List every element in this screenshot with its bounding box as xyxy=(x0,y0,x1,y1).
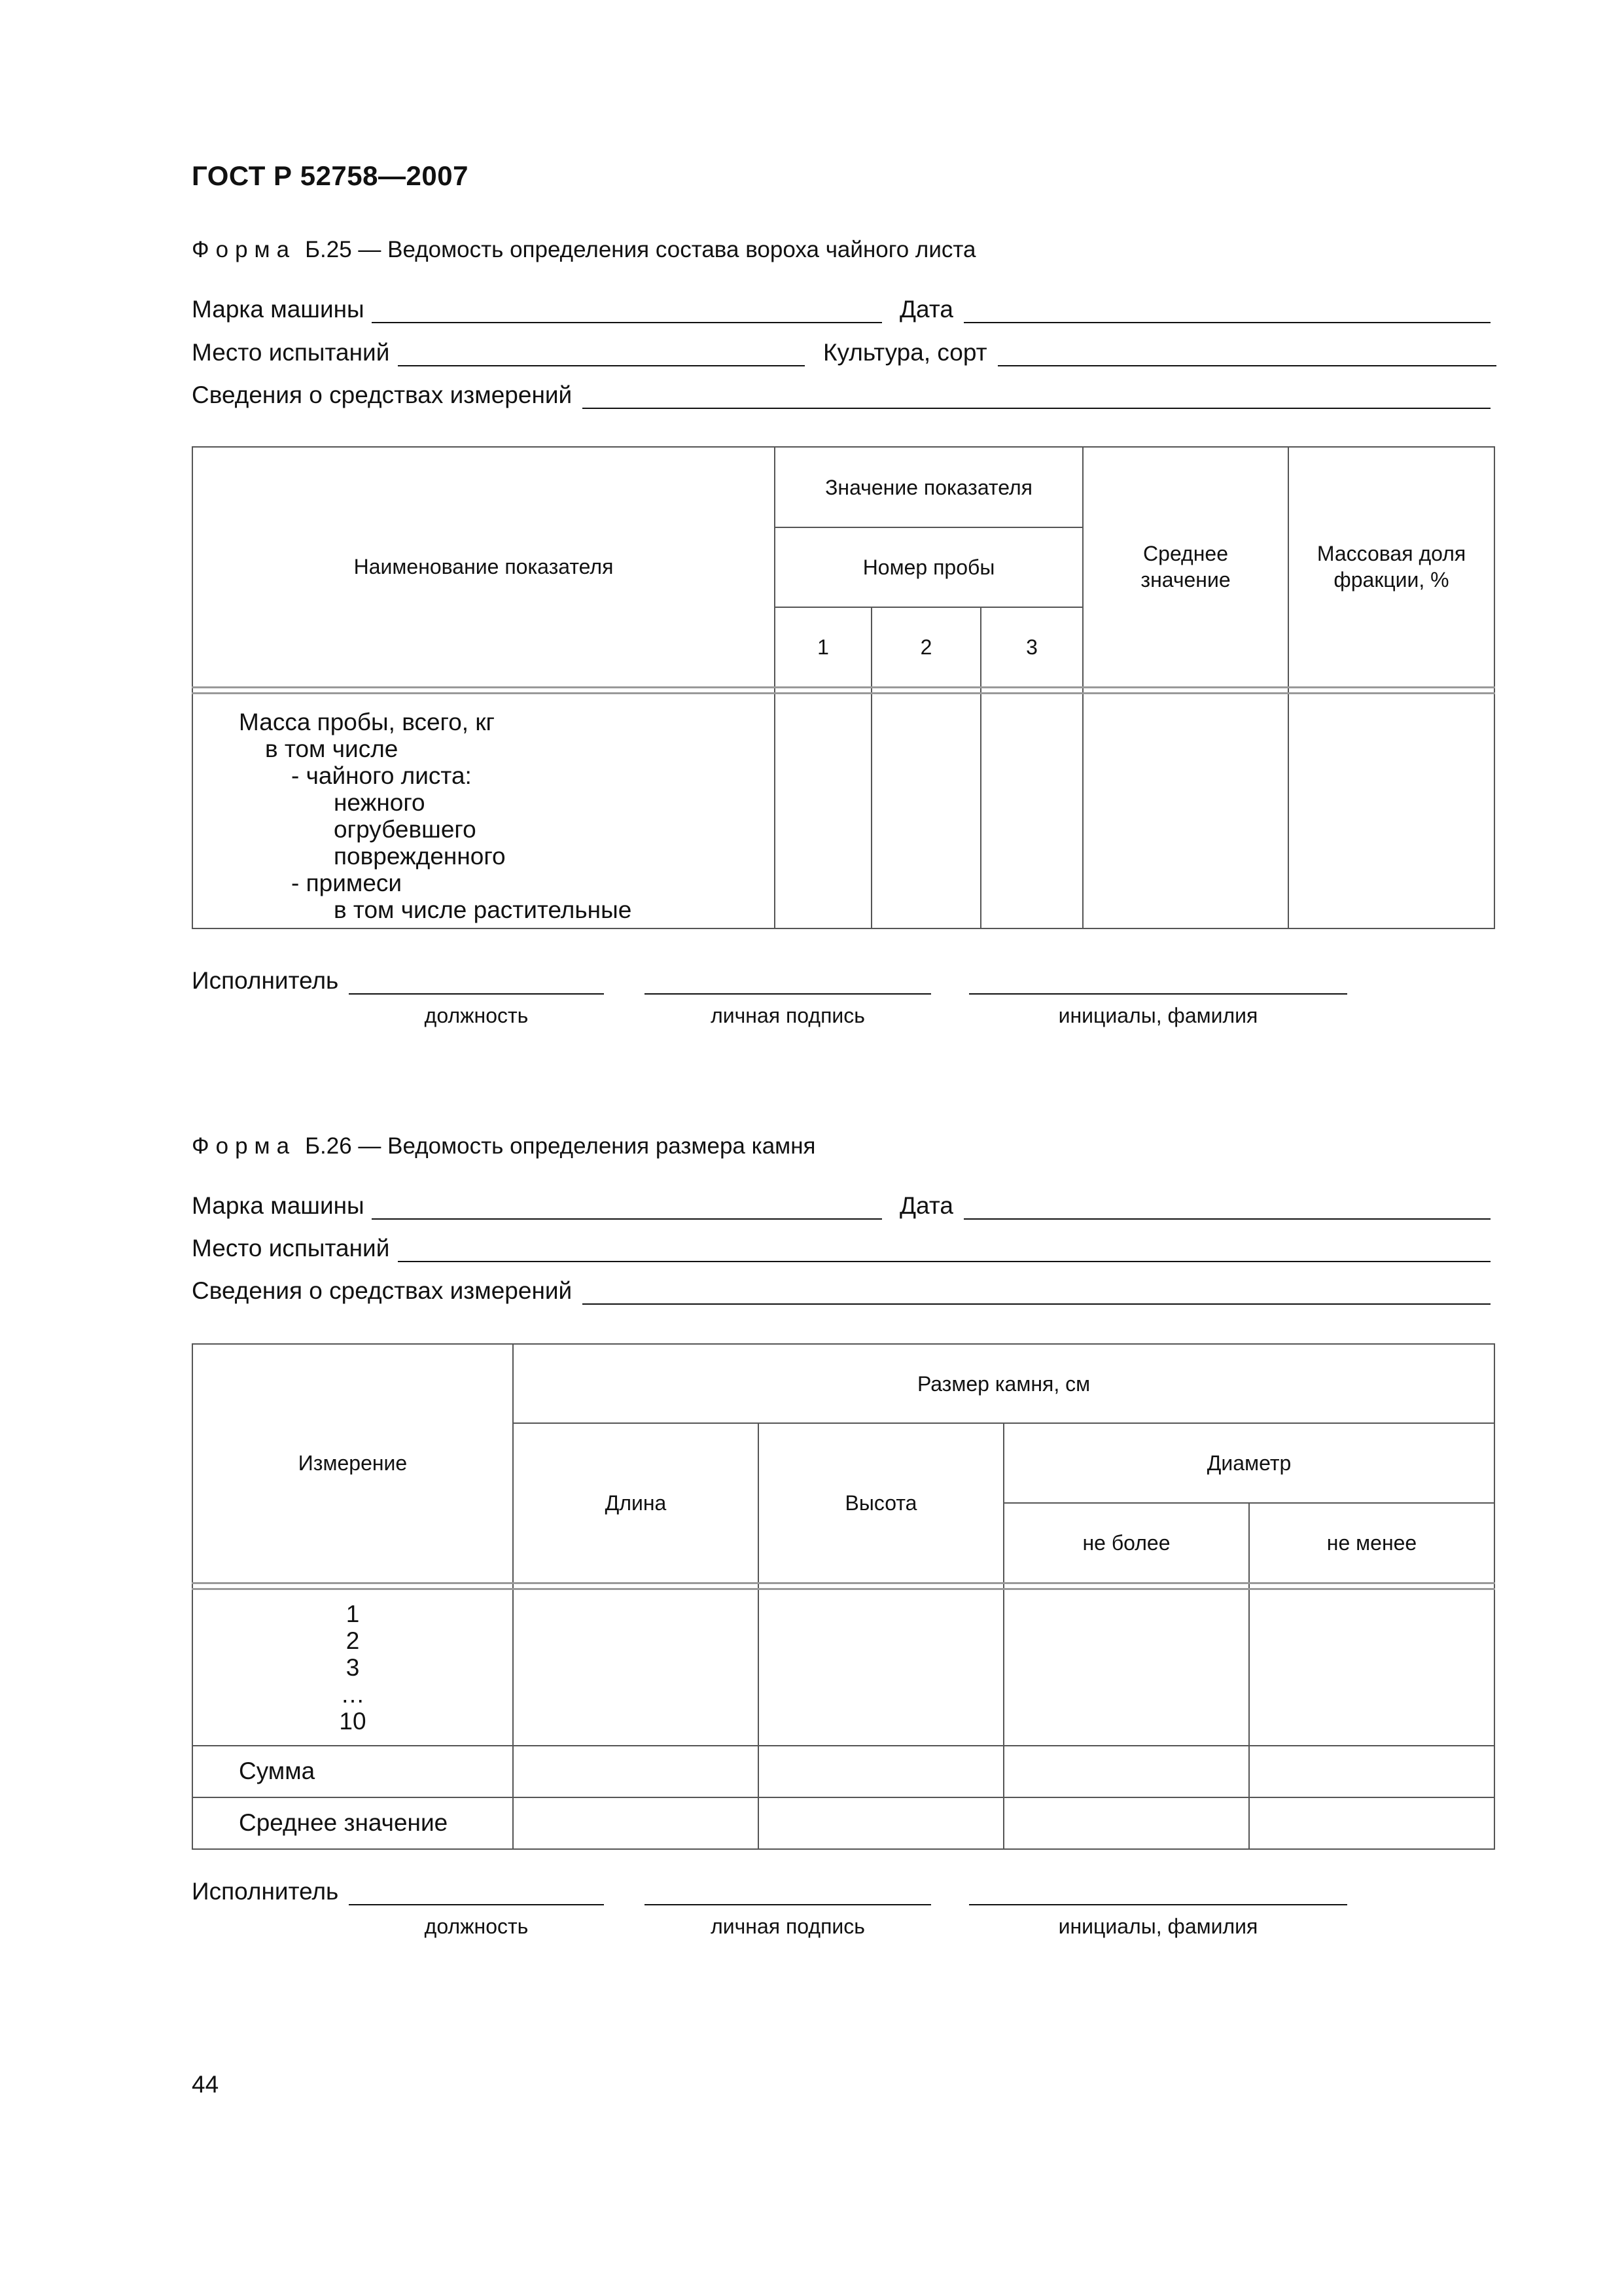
measure-number-list xyxy=(193,1600,512,1735)
instruments-label: Сведения о средствах измерений xyxy=(192,381,573,408)
executor-label: Исполнитель xyxy=(192,1878,339,1905)
value-cell[interactable] xyxy=(775,693,872,928)
form25-row-place xyxy=(192,339,1500,373)
form25-label: Форма xyxy=(192,237,296,262)
place-field[interactable] xyxy=(398,365,805,366)
form25-title-text: Б.25 — Ведомость определения состава вороха чайного листа xyxy=(305,237,976,262)
form26-label: Форма xyxy=(192,1133,296,1159)
sum-min-cell[interactable] xyxy=(1249,1746,1494,1797)
measure-number: … xyxy=(340,1680,365,1708)
sum-max-cell[interactable] xyxy=(1004,1746,1249,1797)
document-header: ГОСТ Р 52758—2007 xyxy=(192,160,468,191)
col-size-header: Размер камня, см xyxy=(513,1344,1494,1423)
instruments-label: Сведения о средствах измерений xyxy=(192,1277,573,1304)
form26-title xyxy=(192,1133,816,1159)
col-max-header: не более xyxy=(1004,1503,1249,1583)
form26-row-instruments xyxy=(192,1277,1500,1311)
measure-number: 3 xyxy=(345,1653,360,1681)
measure-number: 10 xyxy=(339,1707,366,1735)
position-caption: должность xyxy=(424,1915,529,1938)
indicator-row: в том числе xyxy=(265,735,398,762)
culture-label: Культура, сорт xyxy=(823,339,987,366)
mean-cell[interactable] xyxy=(1083,693,1288,928)
mean-height-cell[interactable] xyxy=(758,1797,1004,1849)
sum-row-label: Сумма xyxy=(192,1746,513,1797)
position-field[interactable] xyxy=(349,1904,604,1905)
signature-caption: личная подпись xyxy=(711,1004,865,1027)
indicator-row: огрубевшего xyxy=(334,815,476,843)
place-label: Место испытаний xyxy=(192,339,390,366)
indicator-row: - чайного листа: xyxy=(291,762,472,789)
measure-number: 1 xyxy=(345,1600,360,1627)
culture-field[interactable] xyxy=(998,365,1496,366)
sample-number-1: 1 xyxy=(775,607,872,687)
col-min-header: не менее xyxy=(1249,1503,1494,1583)
name-caption: инициалы, фамилия xyxy=(1058,1004,1258,1027)
machine-label: Марка машины xyxy=(192,1192,364,1219)
min-cell[interactable] xyxy=(1249,1589,1494,1746)
col-fraction-header: Массовая доля фракции, % xyxy=(1288,447,1494,687)
instruments-field[interactable] xyxy=(582,408,1491,409)
col-measure-header: Измерение xyxy=(192,1344,513,1583)
place-label: Место испытаний xyxy=(192,1235,390,1262)
col-length-header: Длина xyxy=(513,1423,758,1583)
form26-table xyxy=(192,1343,1495,1850)
max-cell[interactable] xyxy=(1004,1589,1249,1746)
form26-row-place xyxy=(192,1235,1500,1269)
indicator-row: поврежденного xyxy=(334,842,506,870)
machine-field[interactable] xyxy=(372,1218,882,1220)
value-cell[interactable] xyxy=(981,693,1083,928)
machine-label: Марка машины xyxy=(192,296,364,323)
measure-numbers-cell xyxy=(192,1589,513,1746)
form25-row-machine xyxy=(192,296,1500,330)
machine-field[interactable] xyxy=(372,322,882,323)
date-label: Дата xyxy=(900,1192,953,1219)
indicator-row: в том числе растительные xyxy=(334,896,632,923)
mean-row-label: Среднее значение xyxy=(192,1797,513,1849)
form26-row-machine xyxy=(192,1192,1500,1226)
col-sample-header: Номер пробы xyxy=(775,527,1083,607)
indicator-row: Масса пробы, всего, кг xyxy=(239,708,495,735)
place-field[interactable] xyxy=(398,1261,1491,1262)
name-field[interactable] xyxy=(969,1904,1347,1905)
col-height-header: Высота xyxy=(758,1423,1004,1583)
mean-max-cell[interactable] xyxy=(1004,1797,1249,1849)
fraction-cell[interactable] xyxy=(1288,693,1494,928)
name-field[interactable] xyxy=(969,993,1347,995)
mean-length-cell[interactable] xyxy=(513,1797,758,1849)
signature-field[interactable] xyxy=(644,993,931,995)
measure-number: 2 xyxy=(345,1627,360,1654)
position-caption: должность xyxy=(424,1004,529,1027)
form26-title-text: Б.26 — Ведомость определения размера камня xyxy=(305,1133,816,1159)
executor-label: Исполнитель xyxy=(192,967,339,994)
indicator-row: - примеси xyxy=(291,869,402,896)
instruments-field[interactable] xyxy=(582,1303,1491,1305)
value-cell[interactable] xyxy=(872,693,981,928)
mean-min-cell[interactable] xyxy=(1249,1797,1494,1849)
signature-caption: личная подпись xyxy=(711,1915,865,1938)
date-field[interactable] xyxy=(964,1218,1491,1220)
length-cell[interactable] xyxy=(513,1589,758,1746)
height-cell[interactable] xyxy=(758,1589,1004,1746)
date-field[interactable] xyxy=(964,322,1491,323)
sample-number-2: 2 xyxy=(872,607,981,687)
form25-signature xyxy=(192,967,1500,1039)
indicator-list-cell xyxy=(192,693,775,928)
name-caption: инициалы, фамилия xyxy=(1058,1915,1258,1938)
col-name-header: Наименование показателя xyxy=(192,447,775,687)
col-diameter-header: Диаметр xyxy=(1004,1423,1494,1503)
signature-field[interactable] xyxy=(644,1904,931,1905)
position-field[interactable] xyxy=(349,993,604,995)
page-number: 44 xyxy=(192,2071,219,2098)
col-mean-header: Среднее значение xyxy=(1083,447,1288,687)
col-value-header: Значение показателя xyxy=(775,447,1083,527)
form26-signature xyxy=(192,1878,1500,1950)
sum-height-cell[interactable] xyxy=(758,1746,1004,1797)
indicator-list xyxy=(193,694,774,923)
date-label: Дата xyxy=(900,296,953,323)
sum-length-cell[interactable] xyxy=(513,1746,758,1797)
form25-table xyxy=(192,446,1495,929)
sample-number-3: 3 xyxy=(981,607,1083,687)
indicator-row: нежного xyxy=(334,788,425,816)
form25-title xyxy=(192,237,976,263)
form25-row-instruments xyxy=(192,381,1500,415)
